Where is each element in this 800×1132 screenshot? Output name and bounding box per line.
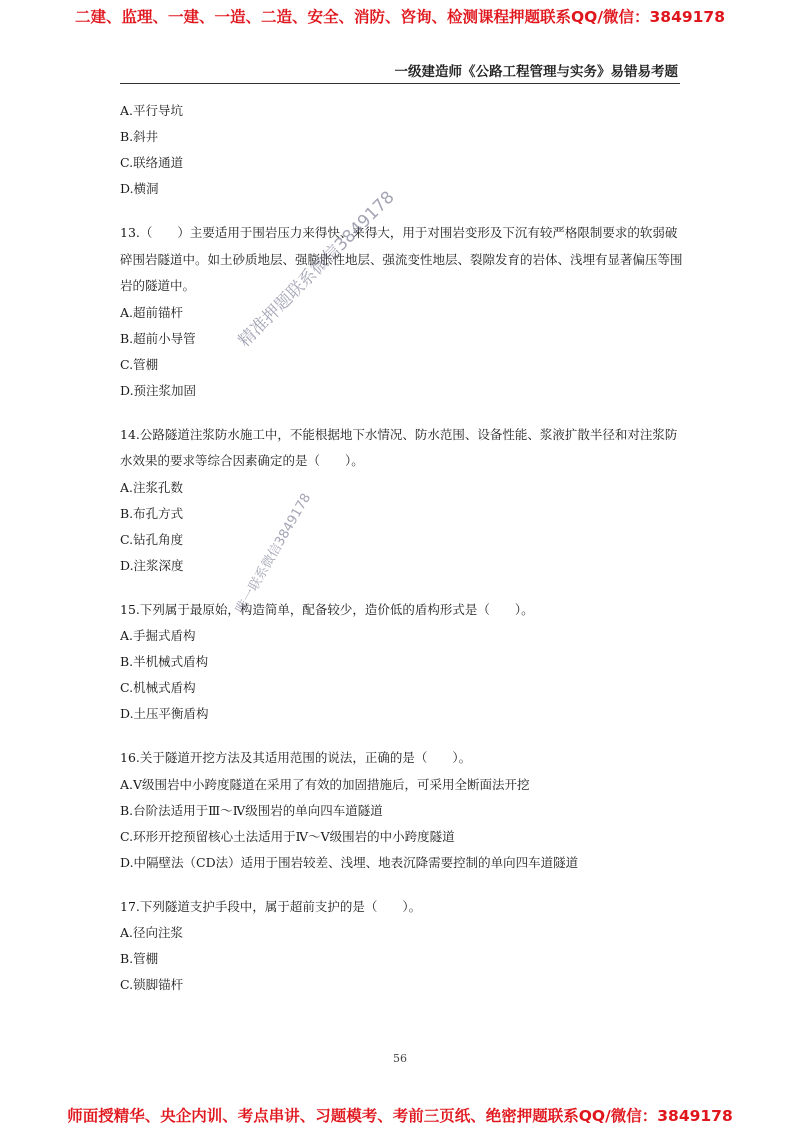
option-b: B.超前小导管 [120,330,196,346]
watermark-text: 唯一联系微信3849178 [233,491,315,617]
question-stem: 14.公路隧道注浆防水施工中，不能根据地下水情况、防水范围、设备性能、浆液扩散半径和对注浆防水效果的要求等综合因素确定的是（ ）。 [120,426,678,468]
watermark-text: 精准押题联系微信3849178 [234,187,399,352]
question-stem: 13.（ ）主要适用于围岩压力来得快、来得大，用于对围岩变形及下沉有较严格限制要求的软弱破碎围岩隧道中。如土砂质地层、强膨胀性地层、强流变性地层、裂隙发育的岩体、浅埋有显著偏压等围岩的隧道中。 [120,225,683,293]
question-stem: 16.关于隧道开挖方法及其适用范围的说法，正确的是（ ）。 [120,750,472,765]
question-16 [120,745,685,876]
option-a: A.Ⅴ级围岩中小跨度隧道在采用了有效的加固措施后，可采用全断面法开挖 [120,776,530,792]
option-c: C.锁脚锚杆 [120,977,184,992]
question-stem: 15.下列属于最原始，构造简单，配备较少，造价低的盾构形式是（ ）。 [120,601,534,617]
option-d: D.中隔壁法（CD法）适用于围岩较差、浅埋、地表沉降需要控制的单向四车道隧道 [120,854,579,870]
question-14 [120,422,685,579]
option-c: C.环形开挖预留核心土法适用于Ⅳ～Ⅴ级围岩的中小跨度隧道 [120,828,455,844]
option-b: B.斜井 [120,129,159,144]
question-13 [120,220,685,404]
option-a: A.径向注浆 [120,925,184,940]
option-d: D.土压平衡盾构 [120,706,209,721]
option-b: B.台阶法适用于Ⅲ～Ⅳ级围岩的单向四车道隧道 [120,802,383,818]
option-a: A.平行导坑 [120,103,184,118]
option-c: C.管棚 [120,356,159,372]
option-c: C.钻孔角度 [120,531,184,547]
option-b: B.管棚 [120,951,159,966]
question-15 [120,597,685,728]
option-d: D.注浆深度 [120,557,184,573]
option-c: C.联络通道 [120,155,184,170]
option-c: C.机械式盾构 [120,680,196,695]
top-ad-banner: 二建、监理、一建、一造、二造、安全、消防、咨询、检测课程押题联系QQ/微信：3849178 [74,8,725,26]
bottom-ad-banner: 师面授精华、央企内训、考点串讲、习题模考、考前三页纸、绝密押题联系QQ/微信：3849178 [67,1107,733,1125]
document-header-title: 一级建造师《公路工程管理与实务》易错易考题 [394,64,678,80]
question-stem: 17.下列隧道支护手段中，属于超前支护的是（ ）。 [120,898,422,914]
previous-question-options [120,98,685,202]
option-b: B.布孔方式 [120,505,184,521]
option-a: A.超前锚杆 [120,304,184,320]
question-17 [120,894,685,999]
header-divider [120,83,680,84]
option-a: A.注浆孔数 [120,479,184,495]
option-a: A.手掘式盾构 [120,628,196,643]
option-d: D.横洞 [120,181,159,196]
option-d: D.预注浆加固 [120,382,197,398]
option-b: B.半机械式盾构 [120,654,209,669]
page-number: 56 [393,1052,407,1065]
page-content [120,98,685,998]
